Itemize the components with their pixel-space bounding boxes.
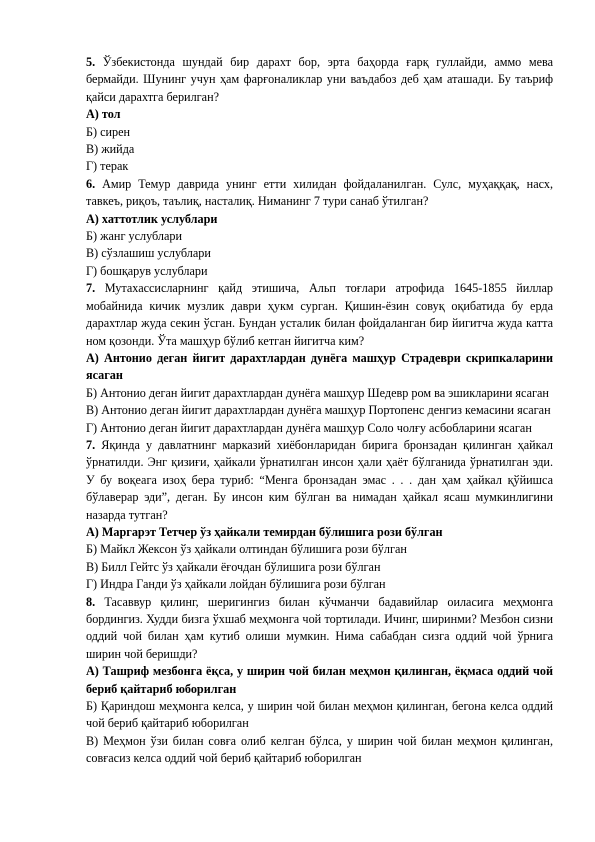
correct-answer: А) хаттотлик услублари	[86, 211, 218, 226]
answer-option: Г) терак	[86, 159, 129, 174]
answer-option: Б) сирен	[86, 124, 131, 139]
question-text: 7. Яқинда у давлатнинг марказий хиёбонларидан бирига бронзадан қилинган ҳайкал ўрнатилди. Энг қизиғи, ҳайкали ўрнатилган инсон ҳали ҳаёт бўлганида ўрнатилган эди. У бу воқеага изоҳ бера туриб: “Менга бронзадан эмас . . . дан ҳам ҳайкал қўйишса бўлаверар эди”, деган. Бу инсон ким бўлган ва нимадан ҳайкал ясаш мумкинлигини назарда тутган?	[86, 437, 553, 522]
answer-option: Б) жанг услублари	[86, 229, 183, 244]
answer-option: Г) бошқарув услублари	[86, 263, 208, 278]
answer-option: В) жийда	[86, 142, 135, 157]
question-7a	[86, 280, 553, 437]
answer-option: Б) Майкл Жексон ўз ҳайкали олтиндан бўлишига рози бўлган	[86, 542, 407, 557]
question-6	[86, 176, 553, 280]
question-8	[86, 594, 553, 768]
question-number: 8.	[86, 594, 96, 609]
question-text: 7. Мутахассисларнинг қайд этишича, Альп тоғлари атрофида 1645-1855 йиллар мобайнида кичик музлик даври ҳукм сурган. Қишин-ёзин совуқ оқибатида бу ерда дарахтлар жуда секин ўсган. Бундан усталик билан фойдаланган бир йигитча жуда катта ном қозонди. Ўта машҳур бўлиб кетган йигитча ким?	[86, 281, 553, 348]
question-5	[86, 54, 553, 176]
correct-answer: А) тол	[86, 107, 121, 122]
question-number: 6.	[86, 176, 96, 191]
answer-option: Г) Антонио деган йигит дарахтлардан дунёга машҳур Соло чолғу асбобларини ясаган	[86, 420, 532, 435]
question-text: 5. Ўзбекистонда шундай бир дарахт бор, эрта баҳорда ғарқ гуллайди, аммо мева бермайди. Шунинг учун ҳам фарғоналиклар уни ваъдабоз деб ҳам аташади. Бу таъриф қайси дарахтга берилган?	[86, 55, 553, 104]
answer-option: В) сўзлашиш услублари	[86, 246, 211, 261]
question-number: 5.	[86, 55, 96, 69]
document-page	[86, 54, 553, 768]
question-number: 7.	[86, 281, 96, 296]
answer-option: В) Антонио деган йигит дарахтлардан дунёга машҳур Портопенс денгиз кемасини ясаган	[86, 403, 551, 418]
question-text: 8. Тасаввур қилинг, шеригингиз билан кўчманчи бадавийлар оиласига меҳмонга бордингиз. Худди бизга ўхшаб меҳмонга чой тортилади. Ичинг, ширинми? Мезбон сизни оддий чой билан ҳам кутиб олиши мумкин. Нима сабабдан сизга оддий чой ўрнига ширин чой беришди?	[86, 594, 553, 661]
correct-answer: А) Антонио деган йигит дарахтлардан дунёга машҳур Страдеври скрипкаларини ясаган	[86, 350, 553, 383]
question-text: 6. Амир Темур даврида унинг етти хилидан фойдаланилган. Сулс, муҳаққақ, насх, тавкеъ, риқоъ, таълиқ, насталиқ. Ниманинг 7 тури санаб ўтилган?	[86, 176, 553, 209]
correct-answer: А) Маргарэт Тетчер ўз ҳайкали темирдан бўлишига рози бўлган	[86, 524, 443, 539]
correct-answer: А) Ташриф мезбонга ёқса, у ширин чой билан меҳмон қилинган, ёқмаса оддий чой бериб қайтариб юборилган	[86, 664, 553, 696]
answer-option: В) Меҳмон ўзи билан совға олиб келган бўлса, у ширин чой билан меҳмон қилинган, совғасиз келса оддий чой бериб қайтариб юборилган	[86, 733, 553, 766]
answer-option: Г) Индра Ганди ўз ҳайкали лойдан бўлишига рози бўлган	[86, 577, 386, 592]
answer-option: Б) Антонио деган йигит дарахтлардан дунёга машҳур Шедевр ром ва эшикларини ясаган	[86, 385, 549, 400]
answer-option: В) Билл Гейтс ўз ҳайкали ёғочдан бўлишига рози бўлган	[86, 559, 381, 574]
question-7b	[86, 437, 553, 594]
answer-option: Б) Қариндош меҳмонга келса, у ширин чой билан меҳмон қилинган, бегона келса оддий чой бериб қайтариб юборилган	[86, 699, 553, 731]
question-number: 7.	[86, 437, 96, 452]
